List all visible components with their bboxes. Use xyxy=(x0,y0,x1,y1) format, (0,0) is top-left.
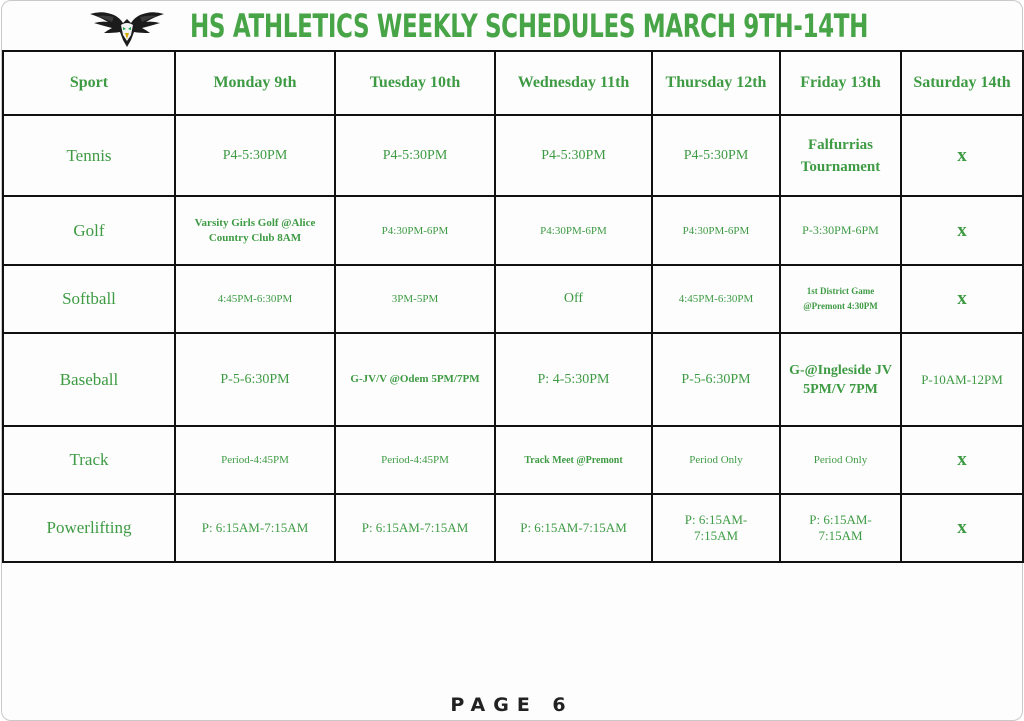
table-row xyxy=(3,333,1023,426)
schedule-cell: x xyxy=(901,265,1023,333)
header xyxy=(0,0,1024,50)
schedule-cell: P4-5:30PM xyxy=(495,115,652,196)
schedule-cell: P4:30PM-6PM xyxy=(335,196,495,265)
schedule-cell: P4:30PM-6PM xyxy=(495,196,652,265)
page-number: PAGE 6 xyxy=(450,694,574,716)
column-header-sport: Sport xyxy=(3,51,175,115)
sport-cell: Powerlifting xyxy=(3,494,175,562)
table-row xyxy=(3,426,1023,494)
schedule-cell: P-5-6:30PM xyxy=(175,333,335,426)
schedule-cell: P-3:30PM-6PM xyxy=(780,196,901,265)
sport-cell: Tennis xyxy=(3,115,175,196)
schedule-cell: Period-4:45PM xyxy=(175,426,335,494)
schedule-cell: Off xyxy=(495,265,652,333)
table-row xyxy=(3,265,1023,333)
table-row xyxy=(3,196,1023,265)
schedule-cell: P-10AM-12PM xyxy=(901,333,1023,426)
schedule-cell: x xyxy=(901,426,1023,494)
schedule-cell: P4-5:30PM xyxy=(335,115,495,196)
schedule-cell: G-@Ingleside JV 5PM/V 7PM xyxy=(780,333,901,426)
column-header-friday: Friday 13th xyxy=(780,51,901,115)
schedule-cell: P4:30PM-6PM xyxy=(652,196,780,265)
sport-cell: Golf xyxy=(3,196,175,265)
schedule-cell: P4-5:30PM xyxy=(175,115,335,196)
column-header-wednesday: Wednesday 11th xyxy=(495,51,652,115)
schedule-cell: 1st District Game @Premont 4:30PM xyxy=(780,265,901,333)
schedule-cell: 3PM-5PM xyxy=(335,265,495,333)
schedule-cell: Falfurrias Tournament xyxy=(780,115,901,196)
schedule-cell: P4-5:30PM xyxy=(652,115,780,196)
schedule-cell: x xyxy=(901,196,1023,265)
schedule-cell: P: 6:15AM-7:15AM xyxy=(652,494,780,562)
schedule-cell: Period Only xyxy=(780,426,901,494)
table-row xyxy=(3,115,1023,196)
sport-cell: Baseball xyxy=(3,333,175,426)
sport-cell: Softball xyxy=(3,265,175,333)
schedule-cell: P: 6:15AM-7:15AM xyxy=(175,494,335,562)
schedule-cell: P-5-6:30PM xyxy=(652,333,780,426)
sport-cell: Track xyxy=(3,426,175,494)
schedule-cell: x xyxy=(901,494,1023,562)
schedule-cell: P: 6:15AM-7:15AM xyxy=(335,494,495,562)
schedule-cell: P: 6:15AM-7:15AM xyxy=(495,494,652,562)
column-header-saturday: Saturday 14th xyxy=(901,51,1023,115)
column-header-tuesday: Tuesday 10th xyxy=(335,51,495,115)
header-row xyxy=(3,51,1023,115)
schedule-cell: 4:45PM-6:30PM xyxy=(652,265,780,333)
page-title: HS ATHLETICS WEEKLY SCHEDULES MARCH 9TH-14TH xyxy=(190,7,869,45)
schedule-cell: Track Meet @Premont xyxy=(495,426,652,494)
table-row xyxy=(3,494,1023,562)
eagle-logo xyxy=(88,6,166,50)
schedule-cell: Period-4:45PM xyxy=(335,426,495,494)
schedule-cell: Period Only xyxy=(652,426,780,494)
schedule-cell: G-JV/V @Odem 5PM/7PM xyxy=(335,333,495,426)
schedule-cell: 4:45PM-6:30PM xyxy=(175,265,335,333)
schedule-cell: P: 6:15AM-7:15AM xyxy=(780,494,901,562)
schedule-cell: Varsity Girls Golf @Alice Country Club 8AM xyxy=(175,196,335,265)
schedule-cell: P: 4-5:30PM xyxy=(495,333,652,426)
schedule-cell: x xyxy=(901,115,1023,196)
column-header-monday: Monday 9th xyxy=(175,51,335,115)
column-header-thursday: Thursday 12th xyxy=(652,51,780,115)
schedule-table xyxy=(2,50,1024,563)
